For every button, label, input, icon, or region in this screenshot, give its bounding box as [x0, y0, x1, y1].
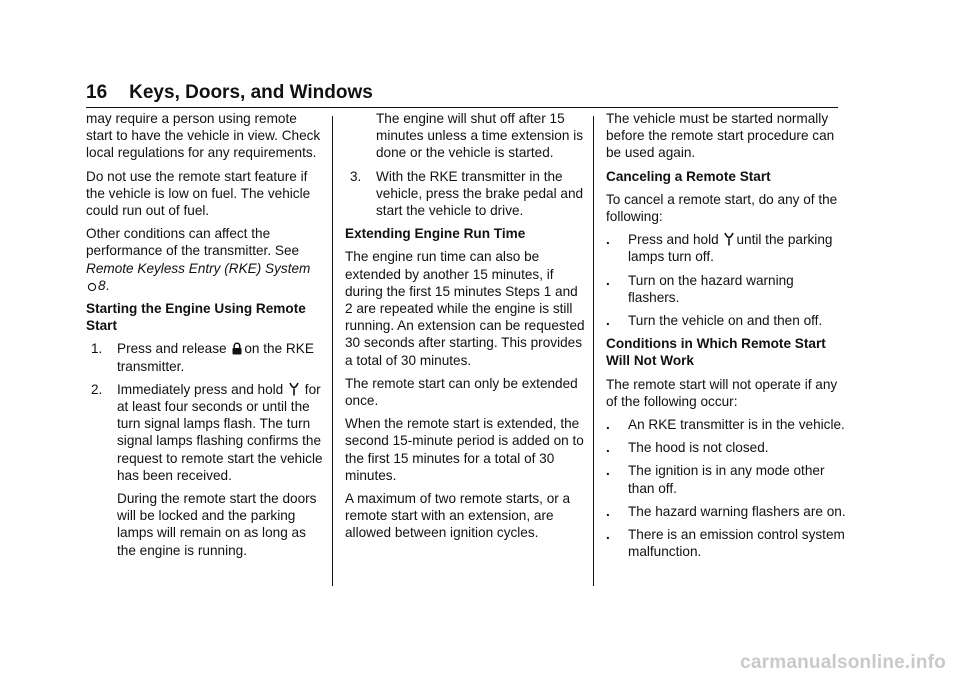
- list-item: . The hazard warning flashers are on.: [606, 503, 846, 519]
- paragraph: The vehicle must be started normally before the remote start procedure can be used again.: [606, 111, 835, 161]
- list-item: . Turn the vehicle on and then off.: [606, 313, 823, 329]
- chapter-title: Keys, Doors, and Windows: [129, 82, 373, 103]
- bullet-mark: .: [606, 527, 610, 543]
- page-header: [86, 80, 838, 106]
- column-3: [606, 110, 846, 566]
- bullet-mark: .: [606, 313, 610, 329]
- column-2: [345, 110, 585, 548]
- header-rule: [86, 107, 838, 108]
- section-heading: Canceling a Remote Start: [606, 168, 771, 184]
- list-item: . The ignition is in any mode other than off.: [606, 463, 825, 496]
- step-number: 1.: [91, 341, 103, 357]
- column-divider-1: [332, 116, 333, 586]
- watermark: carmanualsonline.info: [740, 652, 946, 673]
- section-heading: Extending Engine Run Time: [345, 226, 526, 242]
- bullet-mark: .: [606, 440, 610, 456]
- step-1: 1. Press and release on the RKE transmitter.: [91, 341, 314, 374]
- cross-reference-link[interactable]: Remote Keyless Entry (RKE) System 8: [86, 260, 311, 293]
- section-heading: Starting the Engine Using Remote Start: [86, 301, 306, 334]
- lock-icon: [231, 342, 243, 355]
- step-2: 2. Immediately press and hold for at least four seconds or until the turn signal lamps flash. The turn signal lamps flashing confirms the request to remote start the vehicle has been received.: [91, 381, 323, 483]
- paragraph: The engine run time can also be extended by another 15 minutes, if during the first 15 minutes Steps 1 and 2 are repeated while the engine is still running. An extension can be requested 30 seconds after starting. This provides a total of 30 minutes.: [345, 249, 585, 368]
- bullet-mark: .: [606, 232, 610, 248]
- remote-start-icon: [288, 382, 300, 396]
- paragraph: Do not use the remote start feature if the vehicle is low on fuel. The vehicle could run out of fuel.: [86, 168, 311, 219]
- list-item: . An RKE transmitter is in the vehicle.: [606, 417, 845, 433]
- section-heading: Conditions in Which Remote Start Will Not Work: [606, 336, 826, 369]
- remote-start-icon: [723, 232, 735, 246]
- paragraph: A maximum of two remote starts, or a remote start with an extension, are allowed between ignition cycles.: [345, 491, 571, 541]
- paragraph: The remote start will not operate if any of the following occur:: [606, 376, 838, 409]
- paragraph: To cancel a remote start, do any of the following:: [606, 191, 838, 225]
- step-number: 2.: [91, 381, 103, 397]
- page-ref-number: 8: [98, 277, 106, 293]
- paragraph: Other conditions can affect the performance of the transmitter. See Remote Keyless Entry (RKE) System 8.: [86, 226, 311, 293]
- bullet-mark: .: [606, 463, 610, 479]
- page-number: 16: [86, 82, 108, 103]
- list-item: . The hood is not closed.: [606, 440, 769, 456]
- paragraph: When the remote start is extended, the second 15-minute period is added on to the first 15 minutes for a total of 30 minutes.: [345, 416, 584, 483]
- page-reference-icon: [87, 282, 97, 292]
- bullet-mark: .: [606, 503, 610, 519]
- column-1: [86, 110, 326, 565]
- list-item: . Press and hold until the parking lamps turn off.: [606, 232, 833, 265]
- bullet-mark: .: [606, 272, 610, 288]
- bullet-mark: .: [606, 417, 610, 433]
- step-note: During the remote start the doors will be locked and the parking lamps will remain on as long as the engine is running.: [117, 491, 317, 558]
- step-note: The engine will shut off after 15 minutes unless a time extension is done or the vehicle is started.: [376, 111, 584, 161]
- list-item: . There is an emission control system malfunction.: [606, 527, 845, 560]
- list-item: . Turn on the hazard warning flashers.: [606, 272, 794, 305]
- column-divider-2: [593, 116, 594, 586]
- paragraph: The remote start can only be extended once.: [345, 375, 578, 409]
- step-number: 3.: [350, 168, 362, 184]
- paragraph: may require a person using remote start to have the vehicle in view. Check local regulations for any requirements.: [86, 111, 321, 161]
- step-3: 3. With the RKE transmitter in the vehicle, press the brake pedal and start the vehicle to drive.: [350, 168, 584, 219]
